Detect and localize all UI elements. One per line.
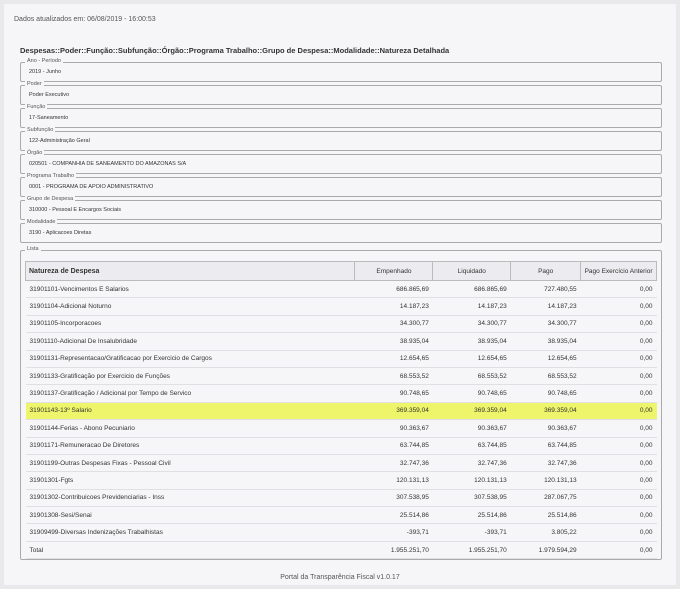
liquidado-cell: 63.744,85 bbox=[433, 437, 511, 454]
table-row[interactable] bbox=[26, 350, 657, 367]
liquidado-cell: 120.131,13 bbox=[433, 472, 511, 489]
liquidado-cell: 32.747,36 bbox=[433, 454, 511, 471]
pago-cell: 32.747,36 bbox=[511, 454, 581, 471]
pago-cell: 727.480,55 bbox=[511, 281, 581, 298]
natureza-cell: 31909499-Diversas Indenizações Trabalhistas bbox=[26, 524, 355, 541]
natureza-cell: 31901144-Ferias - Abono Pecuniario bbox=[26, 420, 355, 437]
pago-anterior-cell: 0,00 bbox=[581, 298, 657, 315]
filter-modalidade bbox=[20, 219, 662, 243]
pago-cell: 287.067,75 bbox=[511, 489, 581, 506]
pago-anterior-cell: 0,00 bbox=[581, 385, 657, 402]
filter-orgao bbox=[20, 150, 662, 174]
pago-anterior-cell: 0,00 bbox=[581, 472, 657, 489]
filter-value: 122-Administração Geral bbox=[29, 138, 90, 144]
filter-subfuncao bbox=[20, 127, 662, 151]
pago-cell: 120.131,13 bbox=[511, 472, 581, 489]
liquidado-cell: -393,71 bbox=[433, 524, 511, 541]
column-header-pago-anterior[interactable]: Pago Exercício Anterior bbox=[581, 262, 657, 281]
liquidado-cell: 307.538,95 bbox=[433, 489, 511, 506]
pago-anterior-cell: 0,00 bbox=[581, 507, 657, 524]
natureza-cell: Total bbox=[26, 541, 355, 558]
table-row[interactable] bbox=[26, 281, 657, 298]
filter-label: Modalidade bbox=[27, 219, 56, 225]
pago-cell: 3.805,22 bbox=[511, 524, 581, 541]
filter-poder bbox=[20, 81, 662, 105]
pago-cell: 12.654,65 bbox=[511, 350, 581, 367]
natureza-cell: 31901131-Representacao/Gratificacao por Exercicio de Cargos bbox=[26, 350, 355, 367]
filter-value: 17-Saneamento bbox=[29, 115, 69, 121]
liquidado-cell: 1.955.251,70 bbox=[433, 541, 511, 558]
expense-list bbox=[20, 246, 662, 560]
pago-anterior-cell: 0,00 bbox=[581, 367, 657, 384]
filter-value: 020501 - COMPANHIA DE SANEAMENTO DO AMAZONAS S/A bbox=[29, 161, 187, 167]
empenhado-cell: 1.955.251,70 bbox=[355, 541, 433, 558]
pago-cell: 25.514,86 bbox=[511, 507, 581, 524]
table-row[interactable] bbox=[26, 472, 657, 489]
pago-cell: 38.935,04 bbox=[511, 333, 581, 350]
liquidado-cell: 90.748,65 bbox=[433, 385, 511, 402]
column-header-natureza[interactable]: Natureza de Despesa bbox=[26, 262, 355, 281]
natureza-cell: 31901199-Outras Despesas Fixas - Pessoal Civil bbox=[26, 454, 355, 471]
table-row[interactable] bbox=[26, 298, 657, 315]
empenhado-cell: 63.744,85 bbox=[355, 437, 433, 454]
liquidado-cell: 686.865,69 bbox=[433, 281, 511, 298]
natureza-cell: 31901110-Adicional De Insalubridade bbox=[26, 333, 355, 350]
empenhado-cell: -393,71 bbox=[355, 524, 433, 541]
footer-version: Portal da Transparência Fiscal v1.0.17 bbox=[280, 574, 400, 581]
natureza-cell: 31901302-Contribuicoes Previdenciarias - Inss bbox=[26, 489, 355, 506]
pago-anterior-cell: 0,00 bbox=[581, 350, 657, 367]
total-row[interactable] bbox=[26, 541, 657, 558]
column-header-empenhado[interactable]: Empenhado bbox=[355, 262, 433, 281]
pago-anterior-cell: 0,00 bbox=[581, 524, 657, 541]
pago-anterior-cell: 0,00 bbox=[581, 315, 657, 332]
last-updated-text: Dados atualizados em: 06/08/2019 - 16:00:53 bbox=[14, 16, 156, 23]
pago-anterior-cell: 0,00 bbox=[581, 281, 657, 298]
filter-value: 0001 - PROGRAMA DE APOIO ADMINISTRATIVO bbox=[29, 184, 154, 190]
liquidado-cell: 25.514,86 bbox=[433, 507, 511, 524]
table-row[interactable] bbox=[26, 507, 657, 524]
empenhado-cell: 25.514,86 bbox=[355, 507, 433, 524]
filter-label: Grupo de Despesa bbox=[27, 196, 74, 202]
pago-cell: 1.979.594,29 bbox=[511, 541, 581, 558]
filter-value: 310000 - Pessoal E Encargos Sociais bbox=[29, 207, 122, 213]
filter-value: 2019 - Junho bbox=[29, 69, 62, 75]
filter-value: Poder Executivo bbox=[29, 92, 70, 98]
filter-funcao bbox=[20, 104, 662, 128]
empenhado-cell: 120.131,13 bbox=[355, 472, 433, 489]
filter-value: 3190 - Aplicacoes Diretas bbox=[29, 230, 92, 236]
pago-anterior-cell: 0,00 bbox=[581, 402, 657, 419]
pago-cell: 34.300,77 bbox=[511, 315, 581, 332]
natureza-cell: 31901104-Adicional Noturno bbox=[26, 298, 355, 315]
report-page bbox=[4, 4, 676, 585]
table-row[interactable] bbox=[26, 333, 657, 350]
liquidado-cell: 369.359,04 bbox=[433, 402, 511, 419]
liquidado-cell: 38.935,04 bbox=[433, 333, 511, 350]
liquidado-cell: 68.553,52 bbox=[433, 367, 511, 384]
pago-anterior-cell: 0,00 bbox=[581, 437, 657, 454]
pago-cell: 68.553,52 bbox=[511, 367, 581, 384]
liquidado-cell: 12.654,65 bbox=[433, 350, 511, 367]
filter-ano-periodo bbox=[20, 58, 662, 82]
empenhado-cell: 369.359,04 bbox=[355, 402, 433, 419]
natureza-cell: 31901101-Vencimentos E Salarios bbox=[26, 281, 355, 298]
filter-grupo-despesa bbox=[20, 196, 662, 220]
pago-cell: 90.363,67 bbox=[511, 420, 581, 437]
natureza-cell: 31901105-Incorporacoes bbox=[26, 315, 355, 332]
filter-label: Órgão bbox=[27, 150, 43, 156]
table-header-row bbox=[26, 262, 657, 281]
filter-label: Poder bbox=[27, 81, 42, 87]
pago-anterior-cell: 0,00 bbox=[581, 454, 657, 471]
filter-label: Função bbox=[27, 104, 46, 110]
liquidado-cell: 34.300,77 bbox=[433, 315, 511, 332]
table-row[interactable] bbox=[26, 454, 657, 471]
filter-label: Programa Trabalho bbox=[27, 173, 75, 179]
empenhado-cell: 68.553,52 bbox=[355, 367, 433, 384]
column-header-pago[interactable]: Pago bbox=[511, 262, 581, 281]
natureza-cell: 31901171-Remuneracao De Diretores bbox=[26, 437, 355, 454]
expense-table bbox=[25, 261, 657, 559]
table-row[interactable] bbox=[26, 402, 657, 419]
pago-anterior-cell: 0,00 bbox=[581, 489, 657, 506]
pago-cell: 90.748,65 bbox=[511, 385, 581, 402]
pago-cell: 14.187,23 bbox=[511, 298, 581, 315]
table-row[interactable] bbox=[26, 315, 657, 332]
pago-cell: 369.359,04 bbox=[511, 402, 581, 419]
table-row[interactable] bbox=[26, 489, 657, 506]
liquidado-cell: 14.187,23 bbox=[433, 298, 511, 315]
table-row[interactable] bbox=[26, 420, 657, 437]
filter-programa-trabalho bbox=[20, 173, 662, 197]
pago-anterior-cell: 0,00 bbox=[581, 420, 657, 437]
natureza-cell: 31901308-Sesi/Senai bbox=[26, 507, 355, 524]
natureza-cell: 31901143-13º Salario bbox=[26, 402, 355, 419]
empenhado-cell: 34.300,77 bbox=[355, 315, 433, 332]
natureza-cell: 31901137-Gratificação / Adicional por Tempo de Servico bbox=[26, 385, 355, 402]
column-header-liquidado[interactable]: Liquidado bbox=[433, 262, 511, 281]
filter-label: Ano - Período bbox=[27, 58, 61, 64]
natureza-cell: 31901133-Gratificação por Exercicio de Funções bbox=[26, 367, 355, 384]
empenhado-cell: 14.187,23 bbox=[355, 298, 433, 315]
table-row[interactable] bbox=[26, 437, 657, 454]
pago-anterior-cell: 0,00 bbox=[581, 541, 657, 558]
natureza-cell: 31901301-Fgts bbox=[26, 472, 355, 489]
pago-cell: 63.744,85 bbox=[511, 437, 581, 454]
filter-label: Subfunção bbox=[27, 127, 54, 133]
liquidado-cell: 90.363,67 bbox=[433, 420, 511, 437]
empenhado-cell: 38.935,04 bbox=[355, 333, 433, 350]
list-legend: Lista bbox=[27, 246, 39, 252]
empenhado-cell: 90.363,67 bbox=[355, 420, 433, 437]
table-row[interactable] bbox=[26, 367, 657, 384]
pago-anterior-cell: 0,00 bbox=[581, 333, 657, 350]
empenhado-cell: 686.865,69 bbox=[355, 281, 433, 298]
empenhado-cell: 32.747,36 bbox=[355, 454, 433, 471]
table-row[interactable] bbox=[26, 524, 657, 541]
empenhado-cell: 90.748,65 bbox=[355, 385, 433, 402]
empenhado-cell: 307.538,95 bbox=[355, 489, 433, 506]
breadcrumb[interactable]: Despesas::Poder::Função::Subfunção::Órgão::Programa Trabalho::Grupo de Despesa::Modalidade::Natureza Detalhada bbox=[20, 46, 450, 55]
empenhado-cell: 12.654,65 bbox=[355, 350, 433, 367]
table-row[interactable] bbox=[26, 385, 657, 402]
